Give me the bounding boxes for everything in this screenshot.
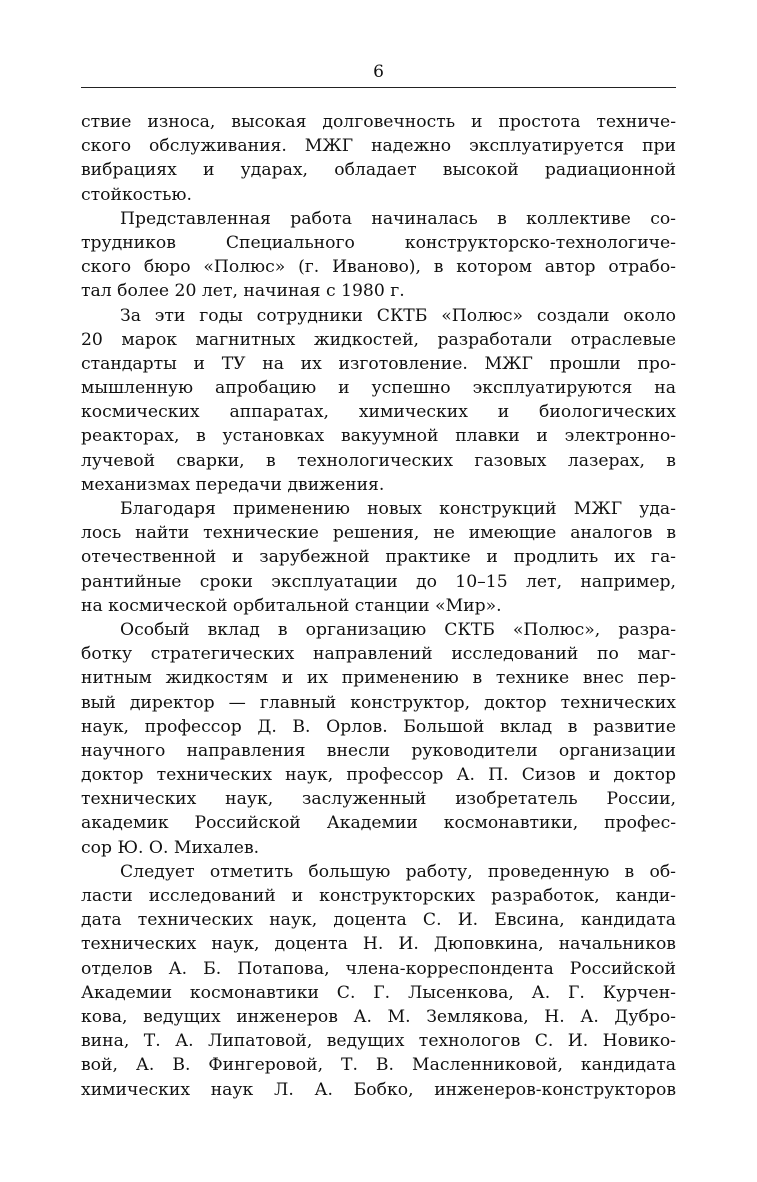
paragraph (81, 110, 676, 207)
text-line: рантийные сроки эксплуатации до 10–15 лет, например, (81, 571, 676, 592)
text-line: нитным жидкостям и их применению в технике внес пер- (81, 668, 676, 689)
text-line: вый директор — главный конструктор, доктор технических (81, 692, 676, 713)
text-line: отечественной и зарубежной практике и продлить их га- (81, 547, 676, 568)
text-line: космических аппаратах, химических и биологических (81, 402, 676, 423)
text-line: наук, профессор Д. В. Орлов. Большой вклад в развитие (81, 716, 676, 737)
page-number: 6 (373, 62, 384, 82)
paragraph (81, 618, 676, 860)
paragraph (81, 497, 676, 618)
text-line: сор Ю. О. Михалев. (81, 837, 260, 858)
text-line: вой, А. В. Фингеровой, Т. В. Масленниковой, кандидата (81, 1055, 676, 1076)
text-line: стойкостью. (81, 184, 192, 205)
text-line: трудников Специального конструкторско-технологиче- (81, 232, 676, 253)
text-line: доктор технических наук, профессор А. П. Сизов и доктор (81, 765, 676, 786)
text-line: на космической орбитальной станции «Мир». (81, 595, 502, 616)
text-line: Представленная работа начиналась в коллективе со- (120, 208, 676, 229)
text-line: химических наук Л. А. Бобко, инженеров-конструкторов (81, 1079, 676, 1100)
text-line: академик Российской Академии космонавтики, профес- (81, 813, 676, 834)
text-line: технических наук, доцента Н. И. Дюповкина, начальников (81, 934, 676, 955)
text-line: механизмах передачи движения. (81, 474, 385, 495)
text-line: отделов А. Б. Потапова, члена-корреспондента Российской (81, 958, 676, 979)
text-line: ского обслуживания. МЖГ надежно эксплуатируется при (81, 136, 676, 157)
text-line: кова, ведущих инженеров А. М. Землякова, Н. А. Дубро- (81, 1006, 676, 1027)
text-line: Особый вклад в организацию СКТБ «Полюс», разра- (120, 619, 676, 640)
text-line: стандарты и ТУ на их изготовление. МЖГ прошли про- (81, 353, 676, 374)
text-line: За эти годы сотрудники СКТБ «Полюс» создали около (120, 305, 676, 326)
text-line: лучевой сварки, в технологических газовых лазерах, в (81, 450, 676, 471)
paragraph (81, 860, 676, 1102)
text-line: Следует отметить большую работу, проведенную в об- (120, 861, 676, 882)
text-line: тал более 20 лет, начиная с 1980 г. (81, 281, 405, 302)
text-line: ского бюро «Полюс» (г. Иваново), в котором автор отрабо- (81, 257, 676, 278)
text-line: лось найти технические решения, не имеющие аналогов в (81, 523, 676, 544)
body-text (81, 110, 676, 1102)
text-line: ботку стратегических направлений исследований по маг- (81, 644, 676, 665)
text-line: технических наук, заслуженный изобретатель России, (81, 789, 676, 810)
text-line: ствие износа, высокая долговечность и простота техниче- (81, 112, 676, 132)
header-rule (81, 87, 676, 88)
text-line: вина, Т. А. Липатовой, ведущих технологов С. И. Новико- (81, 1031, 676, 1052)
text-line: вибрациях и ударах, обладает высокой радиационной (81, 160, 676, 181)
text-line: 20 марок магнитных жидкостей, разработали отраслевые (81, 329, 676, 350)
text-line: дата технических наук, доцента С. И. Евсина, кандидата (81, 910, 676, 931)
text-line: научного направления внесли руководители организации (81, 740, 676, 761)
text-line: Академии космонавтики С. Г. Лысенкова, А. Г. Курчен- (81, 982, 676, 1003)
text-line: Благодаря применению новых конструкций МЖГ уда- (120, 499, 676, 519)
paragraph (81, 304, 676, 498)
text-line: реакторах, в установках вакуумной плавки и электронно- (81, 426, 676, 447)
text-line: ласти исследований и конструкторских разработок, канди- (81, 886, 676, 906)
text-line: мышленную апробацию и успешно эксплуатируются на (81, 378, 676, 399)
paragraph (81, 207, 676, 304)
